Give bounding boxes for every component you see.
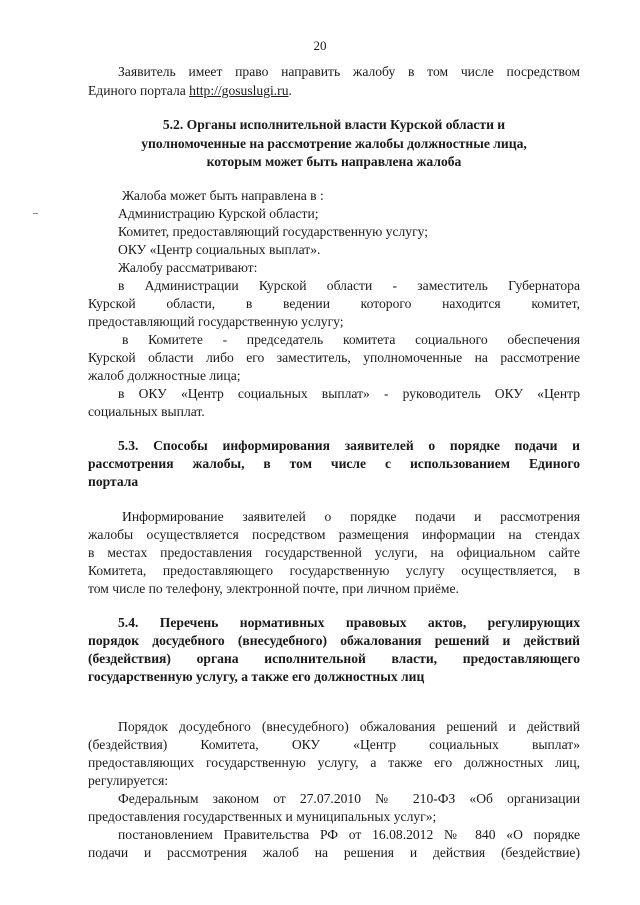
section-5-2-line-10: Курской области либо его заместитель, уполномоченные на рассмотрение [88,350,580,365]
section-5-2-line-6: в Администрации Курской области - заместитель Губернатора [118,278,580,293]
section-5-4-title-line-4: государственную услугу, а также его должностных лиц [88,669,425,684]
section-5-2-title-line-2: уполномоченные на рассмотрение жалобы должностные лица, [141,136,527,151]
section-5-4-line-1: Порядок досудебного (внесудебного) обжалования решений и действий [118,719,580,734]
section-5-3-line-5: том числе по телефону, электронной почте, при личном приёме. [88,581,459,596]
section-5-4-line-4: регулируется: [88,773,169,788]
section-5-2-line-9: в Комитете - председатель комитета социального обеспечения [122,332,580,347]
section-5-2-line-4: ОКУ «Центр социальных выплат». [118,242,321,257]
section-5-4-line-3: предоставляющих государственную услугу, а также его должностных лиц, [88,755,580,770]
section-5-2-line-3: Комитет, предоставляющий государственную услугу; [118,224,429,239]
section-5-4-line-7: постановлением Правительства РФ от 16.08.2012 № 840 «О порядке [118,827,580,842]
margin-mark [33,213,38,214]
section-5-2-line-11: жалоб должностные лица; [88,368,241,383]
section-5-2-title-line-3: которым может быть направлена жалоба [206,154,462,169]
section-5-4-line-5: Федеральным законом от 27.07.2010 № 210-ФЗ «Об организации [118,791,580,806]
intro-line-2 [88,82,580,100]
section-5-2-line-2: Администрацию Курской области; [118,206,319,221]
section-5-4-title-line-3: (бездействия) органа исполнительной власти, предоставляющего [88,651,580,666]
section-5-2-line-12: в ОКУ «Центр социальных выплат» - руководитель ОКУ «Центр [118,386,580,401]
section-5-4-title-line-2: порядок досудебного (внесудебного) обжалования решений и действий [88,633,580,648]
page-number: 20 [313,38,327,53]
section-5-3-line-3: в местах предоставления государственной услуги, на официальном сайте [88,545,580,560]
section-5-2-line-7: Курской области, в ведении которого находится комитет, [88,296,580,311]
intro-line-1: Заявитель имеет право направить жалобу в том числе посредством [118,64,580,79]
intro-line-2-prefix: Единого портала [88,83,190,98]
section-5-3-title-line-3: портала [88,474,139,489]
section-5-2-line-13: социальных выплат. [88,404,205,419]
section-5-2-line-5: Жалобу рассматривают: [118,260,258,275]
section-5-2-line-8: предоставляющий государственную услугу; [88,314,344,329]
gosuslugi-link[interactable]: http://gosuslugi.ru [189,83,289,98]
section-5-4-title-line-1: 5.4. Перечень нормативных правовых актов, регулирующих [118,615,580,630]
section-5-3-line-4: Комитета, предоставляющего государственную услугу осуществляется, в [88,563,580,578]
section-5-2-title-line-1: 5.2. Органы исполнительной власти Курской области и [162,117,506,132]
section-5-4-line-6: предоставления государственных и муниципальных услуг»; [88,809,437,824]
section-5-2-line-1: Жалоба может быть направлена в : [122,188,324,203]
section-5-4-line-2: (бездействия) Комитета, ОКУ «Центр социальных выплат» [88,737,580,752]
section-5-3-title-line-1: 5.3. Способы информирования заявителей о порядке подачи и [118,438,580,453]
section-5-3-title-line-2: рассмотрения жалобы, в том числе с использованием Единого [88,456,580,471]
section-5-3-line-2: жалобы осуществляется посредством размещения информации на стендах [88,527,580,542]
section-5-4-line-8: подачи и рассмотрения жалоб на решения и действия (бездействие) [88,845,580,860]
section-5-3-line-1: Информирование заявителей о порядке подачи и рассмотрения [122,509,580,524]
intro-line-2-suffix: . [288,83,292,98]
